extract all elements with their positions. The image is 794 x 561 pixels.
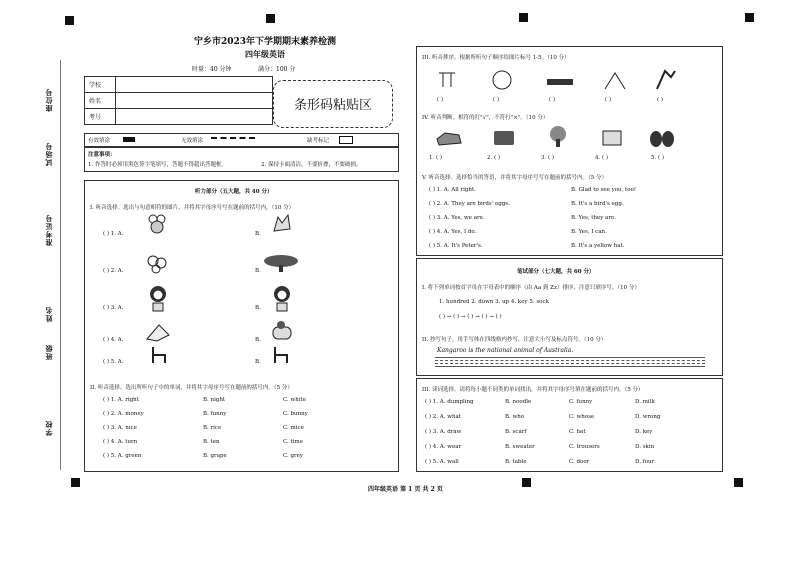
q1-item-2: ( ) 2. A. [103, 268, 124, 274]
q3-blank-4[interactable]: ( ) [605, 97, 612, 103]
student-info-table [84, 76, 273, 125]
exam-no-field[interactable] [116, 109, 273, 125]
tiger-picture [435, 127, 463, 149]
w3-item-4c: C. trousers [569, 444, 600, 450]
valid-fill-mark [123, 137, 135, 142]
q1-b-4: B. [255, 337, 261, 343]
absent-box[interactable] [339, 136, 353, 144]
right-panel-top [416, 46, 723, 256]
exam-subtitle: 四年级英语 [245, 49, 285, 59]
w3-item-3b: B. scarf [505, 429, 527, 435]
q2-item-4a: ( ) 4. A. turn [103, 439, 138, 445]
w3-item-1b: B. noodle [505, 399, 532, 405]
w3-item-4d: D. skin [635, 444, 655, 450]
w3-item-2b: B. who [505, 414, 525, 420]
score-label: 满分：100 分 [258, 66, 296, 73]
alignment-mark [65, 16, 74, 25]
q2-item-2c: C. bunny [283, 411, 308, 417]
q2-item-3b: B. rice [203, 425, 222, 431]
w3-item-3a: ( ) 3. A. draw [425, 429, 462, 435]
w2-sentence: Kangaroo is the national animal of Australia. [437, 347, 574, 354]
info-label-school: 学校 [85, 77, 116, 93]
girl-picture [145, 285, 171, 313]
q2-item-1a: ( ) 1. A. right [103, 397, 139, 403]
w3-item-4b: B. sweater [505, 444, 535, 450]
time-label: 时量：40 分钟 [192, 66, 232, 73]
q3-blank-2[interactable]: ( ) [493, 97, 500, 103]
four-line-3 [435, 363, 705, 364]
q4-title: IV. 听音判断。相符的打"√"，不符打"×"。（10 分） [422, 115, 549, 121]
q2-item-4c: C. time [283, 439, 303, 445]
q3-title: III. 听音排序。根据所听句子顺序给图片标号 1-5。（10 分） [422, 55, 570, 61]
q4-item-2[interactable]: 2. ( ) [487, 155, 501, 161]
q2-item-4b: B. ten [203, 439, 220, 445]
q4-item-5[interactable]: 5. ( ) [651, 155, 665, 161]
w3-item-5c: C. door [569, 459, 590, 465]
w1-words: 1. hundred 2. down 3. up 4. key 5. sock [439, 299, 549, 305]
q2-item-5a: ( ) 5. A. green [103, 453, 142, 459]
q2-item-5b: B. grape [203, 453, 227, 459]
q5-item-2b: B. It's a bird's egg. [571, 201, 624, 207]
q2-item-3a: ( ) 3. A. nice [103, 425, 137, 431]
alignment-mark [266, 14, 275, 23]
q1-b-1: B. [255, 231, 261, 237]
four-line-1 [435, 357, 705, 358]
page-footer: 四年级英语 第 1 页 共 2 页 [368, 486, 443, 493]
invalid-fill-mark [211, 137, 255, 139]
q1-item-5: ( ) 5. A. [103, 359, 124, 365]
q5-item-2a: ( ) 2. A. They are birds' eggs. [429, 201, 510, 207]
q1-b-2: B. [255, 268, 261, 274]
barcode-area [273, 80, 393, 128]
w3-item-4a: ( ) 4. A. wear [425, 444, 462, 450]
q2-title: II. 听音选择。选出所听句子中的单词，并将其字母序号写在题前的括号内。（5 分） [90, 385, 293, 391]
note-2: 2. 保持卡面清洁，不要折叠，不要破损。 [261, 162, 362, 168]
alignment-mark [522, 478, 531, 487]
name-field[interactable] [116, 93, 273, 109]
q3-blank-1[interactable]: ( ) [437, 97, 444, 103]
q1-item-4: ( ) 4. A. [103, 337, 124, 343]
q2-item-2a: ( ) 2. A. money [103, 411, 144, 417]
q1-title: I. 听音选择。选出与句意相符的图片，并将其字母序号写在题前的括号内。（10 分） [90, 205, 295, 211]
alignment-mark [519, 13, 528, 22]
q3-picture-2 [489, 69, 515, 91]
q2-item-3c: C. mice [283, 425, 304, 431]
w3-item-5d: D. four [635, 459, 655, 465]
bread-picture [269, 319, 295, 343]
valid-fill-label: 有效填涂 [88, 138, 111, 144]
q5-item-5b: B. It's a yellow hat. [571, 243, 625, 249]
margin-rule [60, 60, 61, 470]
tree-picture [263, 253, 299, 273]
box-picture [599, 127, 625, 149]
q3-picture-4 [603, 69, 629, 93]
chair-picture [149, 345, 169, 365]
w3-item-1a: ( ) 1. A. dumpling [425, 399, 474, 405]
w3-item-3d: D. key [635, 429, 653, 435]
side-label-seat: 座位号 [44, 88, 53, 112]
cat-picture [270, 211, 296, 235]
absent-label: 缺考标记 [307, 138, 330, 144]
four-line-2 [435, 360, 705, 361]
listening-panel [84, 180, 399, 472]
notes-box [84, 147, 399, 172]
invalid-fill-label: 无效填涂 [181, 138, 204, 144]
side-label-exam-id: 准考证号 [44, 214, 53, 246]
info-label-exam-no: 考号 [85, 109, 116, 125]
q3-picture-1 [435, 69, 461, 91]
side-label-school: 学校 [44, 420, 53, 436]
chair-picture-b [271, 345, 291, 365]
q4-item-1[interactable]: 1. ( ) [429, 155, 443, 161]
q2-item-2b: B. funny [203, 411, 227, 417]
cheese-picture [145, 321, 171, 343]
w3-item-2c: C. whose [569, 414, 595, 420]
mouse-picture [145, 213, 169, 235]
barcode-label: 条形码粘贴区 [293, 98, 372, 113]
side-label-name: 姓名 [44, 306, 53, 322]
q5-item-3b: B. Yes, they are. [571, 215, 617, 221]
q3-blank-5[interactable]: ( ) [657, 97, 664, 103]
shoes-picture [647, 127, 677, 149]
tree-picture-2 [545, 125, 571, 149]
q1-b-3: B. [255, 305, 261, 311]
w3-item-1d: D. milk [635, 399, 655, 405]
fill-example-bar [84, 133, 399, 147]
exam-title: 宁乡市2023年下学期期末素养检测 [193, 37, 337, 47]
writing-heading: 笔试部分（七大题，共 60 分） [517, 269, 595, 275]
q5-item-3a: ( ) 3. A. Yes, we are. [429, 215, 485, 221]
alignment-mark [745, 13, 754, 22]
school-field[interactable] [116, 77, 273, 93]
q3-picture-3 [545, 75, 575, 89]
q5-item-1a: ( ) 1. A. All right. [429, 187, 476, 193]
w1-title: I. 将下列单词按首字母在字母表中的顺序（由 Aa 到 Zz）排序，注意只填序号。（10 分） [422, 285, 640, 291]
w3-item-5a: ( ) 5. A. wall [425, 459, 459, 465]
q5-item-5a: ( ) 5. A. It's Peter's. [429, 243, 483, 249]
q1-b-5: B. [255, 359, 261, 365]
q4-item-4[interactable]: 4. ( ) [595, 155, 609, 161]
four-line-4 [435, 366, 705, 367]
info-label-name: 姓名 [85, 93, 116, 109]
notes-heading: 注意事项： [88, 152, 116, 158]
w3-item-1c: C. funny [569, 399, 593, 405]
alignment-mark [734, 478, 743, 487]
w3-item-2a: ( ) 2. A. what [425, 414, 461, 420]
writing-panel [416, 258, 723, 376]
listening-heading: 听力部分（五大题，共 40 分） [195, 189, 273, 195]
q2-item-5c: C. grey [283, 453, 304, 459]
flowers-picture [145, 253, 169, 275]
w3-item-2d: D. wrong [635, 414, 661, 420]
note-1: 1. 作答时必须用黑色签字笔填写，答题不得超出答题框。 [88, 162, 227, 168]
wallet-picture [491, 127, 517, 149]
w3-item-5b: B. table [505, 459, 527, 465]
q1-item-1: ( ) 1. A. [103, 231, 124, 237]
q3-picture-5 [653, 67, 679, 93]
w3-item-3c: C. hat [569, 429, 586, 435]
reading-panel [416, 378, 723, 472]
girl-picture-b [269, 285, 295, 313]
w3-title: III. 读词选择。请将每小题不同类的单词找出，并将其字母序号填在题前的括号内。（5 分） [422, 387, 644, 393]
alignment-mark [71, 478, 80, 487]
q3-blank-3[interactable]: ( ) [549, 97, 556, 103]
q4-item-3[interactable]: 3. ( ) [541, 155, 555, 161]
q2-item-1c: C. white [283, 397, 306, 403]
q5-item-4a: ( ) 4. A. Yes, I do. [429, 229, 477, 235]
side-label-class: 班级 [44, 344, 53, 360]
q5-title: V. 听音选择。选择恰当的答语，并将其字母序号写在题前的括号内。（5 分） [422, 175, 608, 181]
q2-item-1b: B. night [203, 397, 226, 403]
q5-item-4b: B. Yes, I can. [571, 229, 607, 235]
q1-item-3: ( ) 3. A. [103, 305, 124, 311]
side-label-room: 试场号 [44, 142, 53, 166]
w1-blanks[interactable]: ( ) → ( ) → ( ) → ( ) → ( ) [439, 314, 502, 320]
q5-item-1b: B. Glad to see you, too! [571, 187, 637, 193]
w2-title: II. 抄写句子。用手写体在四线格内抄写，注意大小写及标点符号。（10 分） [422, 337, 607, 343]
